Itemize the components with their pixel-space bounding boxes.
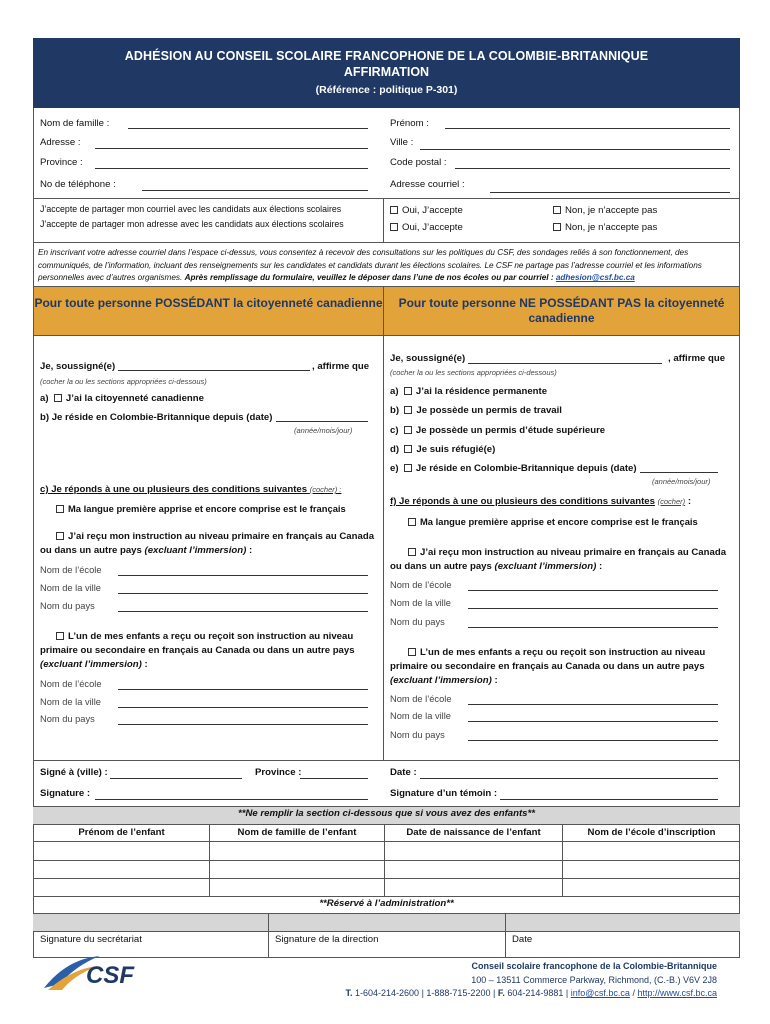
right-condition-primary[interactable]: J’ai reçu mon instruction au niveau primaire en français au Canada ou dans un autre pays (excluant l’immersion) : bbox=[390, 547, 727, 572]
witness-label: Signature d’un témoin : bbox=[390, 788, 498, 799]
divider bbox=[33, 198, 740, 199]
footer-address: 100 – 13511 Commerce Parkway, Richmond, (C.-B.) V6V 2J8 bbox=[471, 975, 717, 985]
condition-exclusion: (excluant l’immersion) bbox=[144, 545, 247, 556]
postal-code-label: Code postal : bbox=[390, 157, 447, 168]
right-child-town-field[interactable] bbox=[468, 721, 718, 722]
right-country-label: Nom du pays bbox=[390, 617, 445, 627]
checkbox[interactable] bbox=[54, 394, 62, 402]
right-residence-date-field[interactable] bbox=[640, 472, 718, 473]
right-option-f bbox=[390, 496, 691, 507]
checkbox[interactable] bbox=[56, 632, 64, 640]
checkbox[interactable] bbox=[390, 206, 398, 214]
checkbox[interactable] bbox=[408, 548, 416, 556]
option-colon: : bbox=[687, 496, 692, 507]
right-school-field[interactable] bbox=[468, 590, 718, 591]
checkbox[interactable] bbox=[56, 532, 64, 540]
right-town-label: Nom de la ville bbox=[390, 598, 451, 608]
signed-at-field[interactable] bbox=[110, 778, 242, 779]
city-field[interactable] bbox=[420, 149, 730, 150]
left-undersigned-field[interactable] bbox=[118, 370, 310, 371]
divider bbox=[33, 806, 740, 807]
phone-label: No de téléphone : bbox=[40, 179, 116, 190]
right-child-town-label: Nom de la ville bbox=[390, 711, 451, 721]
option-hint: (cocher) : bbox=[309, 485, 342, 494]
column-divider bbox=[383, 287, 384, 760]
direction-signature-label: Signature de la direction bbox=[275, 934, 379, 945]
left-town-label: Nom de la ville bbox=[40, 583, 101, 593]
right-undersigned-field[interactable] bbox=[468, 363, 662, 364]
signature-field[interactable] bbox=[95, 799, 368, 800]
consent-email-label: J’accepte de partager mon courriel avec les candidats aux élections scolaires bbox=[40, 204, 342, 214]
column-divider bbox=[268, 913, 269, 958]
csf-logo bbox=[40, 950, 142, 992]
col-child-first-name: Prénom de l’enfant bbox=[78, 827, 165, 838]
signed-at-label: Signé à (ville) : bbox=[40, 767, 108, 778]
divider bbox=[33, 242, 740, 243]
citizen-heading: Pour toute personne POSSÉDANT la citoyenneté canadienne bbox=[34, 287, 383, 335]
sign-date-label: Date : bbox=[390, 767, 417, 778]
consent-address-yes[interactable] bbox=[390, 222, 463, 233]
column-divider bbox=[562, 824, 563, 896]
secretary-signature-label: Signature du secrétariat bbox=[40, 934, 142, 945]
email-label: Adresse courriel : bbox=[390, 179, 465, 190]
right-child-school-label: Nom de l’école bbox=[390, 694, 452, 704]
consent-email-no[interactable] bbox=[553, 205, 657, 216]
left-option-a[interactable] bbox=[40, 393, 204, 404]
footer-fax: 604-214-9881 | bbox=[507, 988, 569, 998]
notice-email-link[interactable]: adhesion@csf.bc.ca bbox=[555, 273, 635, 283]
privacy-notice bbox=[38, 247, 738, 285]
condition-text: L’un de mes enfants a reçu ou reçoit son instruction au niveau primaire ou secondaire en français au Canada ou dans un autre pays bbox=[390, 647, 706, 672]
province-label: Province : bbox=[40, 157, 83, 168]
checkbox[interactable] bbox=[553, 223, 561, 231]
left-country-field[interactable] bbox=[118, 611, 368, 612]
checkbox[interactable] bbox=[404, 426, 412, 434]
sign-province-label: Province : bbox=[255, 767, 302, 778]
postal-code-field[interactable] bbox=[455, 168, 730, 169]
option-letter: c) bbox=[390, 425, 399, 436]
admin-grey-bar bbox=[33, 913, 740, 931]
form-header bbox=[33, 38, 740, 108]
option-text: Je possède un permis d’étude supérieure bbox=[415, 425, 606, 436]
divider bbox=[33, 931, 740, 932]
right-option-d[interactable] bbox=[390, 444, 495, 455]
right-date-hint: (année/mois/jour) bbox=[652, 477, 711, 486]
option-letter: d) bbox=[390, 444, 400, 455]
consent-address-no[interactable] bbox=[553, 222, 657, 233]
checkbox[interactable] bbox=[404, 387, 412, 395]
yes-label: Oui, J’accepte bbox=[402, 205, 463, 216]
divider bbox=[33, 760, 740, 761]
right-undersigned-label: Je, soussigné(e) bbox=[390, 353, 466, 364]
table-row bbox=[33, 878, 740, 879]
left-option-c bbox=[40, 484, 341, 495]
children-note: **Ne remplir la section ci-dessous que si vous avez des enfants** bbox=[238, 808, 535, 819]
right-child-school-field[interactable] bbox=[468, 704, 718, 705]
condition-exclusion: (excluant l’immersion) bbox=[494, 561, 597, 572]
no-label: Non, je n’accepte pas bbox=[565, 222, 658, 233]
column-divider bbox=[505, 913, 506, 958]
left-country-label: Nom du pays bbox=[40, 601, 95, 611]
footer-org-name: Conseil scolaire francophone de la Colombie-Britannique bbox=[471, 961, 717, 971]
phone-field[interactable] bbox=[142, 190, 368, 191]
option-letter: a) bbox=[40, 393, 49, 404]
right-condition-child[interactable]: L’un de mes enfants a reçu ou reçoit son instruction au niveau primaire ou secondaire en français au Canada ou dans un autre pays (excluant l’immersion) : bbox=[390, 647, 706, 686]
province-field[interactable] bbox=[95, 168, 368, 169]
column-divider bbox=[384, 824, 385, 896]
option-text: J’ai la citoyenneté canadienne bbox=[65, 393, 204, 404]
consent-email-yes[interactable] bbox=[390, 205, 463, 216]
condition-text: J’ai reçu mon instruction au niveau primaire en français au Canada ou dans un autre pays bbox=[40, 531, 375, 556]
left-undersigned-label: Je, soussigné(e) bbox=[40, 361, 116, 372]
no-label: Non, je n’accepte pas bbox=[565, 205, 658, 216]
last-name-field[interactable] bbox=[128, 128, 368, 129]
left-child-country-field[interactable] bbox=[118, 724, 368, 725]
checkbox[interactable] bbox=[404, 464, 412, 472]
footer-phones: 1-604-214-2600 | 1-888-715-2200 | bbox=[355, 988, 496, 998]
option-letter: e) bbox=[390, 463, 399, 474]
witness-field[interactable] bbox=[500, 799, 718, 800]
option-text: c) Je réponds à une ou plusieurs des conditions suivantes bbox=[40, 484, 308, 495]
column-divider bbox=[209, 824, 210, 896]
divider bbox=[33, 841, 740, 842]
right-option-a[interactable] bbox=[390, 386, 547, 397]
consent-address-label: J’accepte de partager mon adresse avec les candidats aux élections scolaires bbox=[40, 219, 344, 229]
first-name-label: Prénom : bbox=[390, 118, 429, 129]
admin-title: **Réservé à l’administration** bbox=[319, 898, 454, 909]
address-field[interactable] bbox=[95, 148, 368, 149]
left-child-school-label: Nom de l’école bbox=[40, 679, 102, 689]
left-residence-date-field[interactable] bbox=[276, 421, 368, 422]
right-option-c[interactable] bbox=[390, 425, 605, 436]
city-label: Ville : bbox=[390, 137, 414, 148]
option-text: Je possède un permis de travail bbox=[416, 405, 562, 416]
address-label: Adresse : bbox=[40, 137, 81, 148]
checkbox[interactable] bbox=[404, 406, 412, 414]
option-text: Je réside en Colombie-Britannique depuis (date) bbox=[415, 463, 637, 474]
signature-label: Signature : bbox=[40, 788, 91, 799]
checkbox[interactable] bbox=[390, 223, 398, 231]
col-child-school: Nom de l’école d’inscription bbox=[587, 827, 716, 838]
right-child-country-label: Nom du pays bbox=[390, 730, 445, 740]
checkbox[interactable] bbox=[553, 206, 561, 214]
condition-text: J’ai reçu mon instruction au niveau primaire en français au Canada ou dans un autre pays bbox=[390, 547, 727, 572]
logo-text: CSF bbox=[86, 962, 134, 989]
email-field[interactable] bbox=[490, 192, 730, 193]
condition-text: L’un de mes enfants a reçu ou reçoit son instruction au niveau primaire ou secondaire en français au Canada ou dans un autre pays bbox=[40, 631, 355, 656]
option-text: Je suis réfugié(e) bbox=[416, 444, 496, 455]
option-text: f) Je réponds à une ou plusieurs des conditions suivantes bbox=[390, 496, 655, 507]
sign-date-field[interactable] bbox=[420, 778, 718, 779]
checkbox[interactable] bbox=[404, 445, 412, 453]
left-child-school-field[interactable] bbox=[118, 689, 368, 690]
first-name-field[interactable] bbox=[445, 128, 730, 129]
option-letter: a) bbox=[390, 386, 399, 397]
notice-text: En inscrivant votre adresse courriel dans l’espace ci-dessus, vous consentez à recevoir des consultations sur les politiques du CSF, des sondages reliés à son fonctionnement, des communiqués, de l’information, incluant des renseignements sur les candidates et candidats durant les élections scolaires. Le CSF ne partage pas l’adresse courriel et les informations personnelles avec d’autres organismes. bbox=[38, 248, 702, 283]
option-letter: b) bbox=[390, 405, 400, 416]
right-option-e[interactable] bbox=[390, 463, 637, 474]
form-title: ADHÉSION AU CONSEIL SCOLAIRE FRANCOPHONE DE LA COLOMBIE-BRITANNIQUE bbox=[124, 49, 649, 63]
right-check-hint: (cocher la ou les sections appropriées ci-dessous) bbox=[390, 368, 557, 377]
non-citizen-heading: Pour toute personne NE POSSÉDANT PAS la citoyenneté canadienne bbox=[384, 287, 739, 335]
right-option-b[interactable] bbox=[390, 405, 562, 416]
left-check-hint: (cocher la ou les sections appropriées ci-dessous) bbox=[40, 377, 207, 386]
option-hint: (cocher) bbox=[657, 497, 686, 506]
condition-text: Ma langue première apprise et encore comprise est le français bbox=[420, 516, 698, 527]
sign-province-field[interactable] bbox=[300, 778, 368, 779]
condition-exclusion: (excluant l’immersion) bbox=[40, 659, 142, 670]
left-school-field[interactable] bbox=[118, 575, 368, 576]
checkbox[interactable] bbox=[56, 505, 64, 513]
condition-text: Ma langue première apprise et encore comprise est le français bbox=[68, 503, 346, 514]
col-child-birthdate: Date de naissance de l’enfant bbox=[406, 827, 541, 838]
table-row bbox=[33, 896, 740, 897]
left-option-b: b) Je réside en Colombie-Britannique depuis (date) bbox=[40, 412, 273, 423]
left-child-town-label: Nom de la ville bbox=[40, 697, 101, 707]
left-school-label: Nom de l’école bbox=[40, 565, 102, 575]
col-child-last-name: Nom de famille de l’enfant bbox=[237, 827, 357, 838]
table-row bbox=[33, 860, 740, 861]
divider bbox=[383, 198, 384, 242]
left-condition-child[interactable]: L’un de mes enfants a reçu ou reçoit son instruction au niveau primaire ou secondaire en français au Canada ou dans un autre pays (excluant l’immersion) : bbox=[40, 631, 355, 670]
left-child-country-label: Nom du pays bbox=[40, 714, 95, 724]
footer-separator: / bbox=[632, 988, 635, 998]
left-affirm-label: , affirme que bbox=[312, 361, 370, 372]
condition-exclusion: (excluant l’immersion) bbox=[390, 675, 492, 686]
policy-reference: (Référence : politique P-301) bbox=[315, 84, 458, 96]
notice-instruction: Après remplissage du formulaire, veuillez le déposer dans l’une de nos écoles ou par courriel : bbox=[184, 273, 554, 283]
footer-website-link[interactable]: http://www.csf.bc.ca bbox=[637, 988, 717, 998]
right-condition-language[interactable] bbox=[408, 516, 698, 527]
admin-date-label: Date bbox=[512, 934, 533, 945]
checkbox[interactable] bbox=[408, 648, 416, 656]
right-town-field[interactable] bbox=[468, 608, 718, 609]
checkbox[interactable] bbox=[408, 518, 416, 526]
left-condition-primary[interactable]: J’ai reçu mon instruction au niveau primaire en français au Canada ou dans un autre pays (excluant l’immersion) : bbox=[40, 531, 375, 556]
fax-prefix: F. bbox=[497, 988, 505, 998]
footer-contact bbox=[345, 988, 717, 998]
footer-email-link[interactable]: info@csf.bc.ca bbox=[570, 988, 630, 998]
last-name-label: Nom de famille : bbox=[40, 118, 110, 129]
left-town-field[interactable] bbox=[118, 593, 368, 594]
option-text: J’ai la résidence permanente bbox=[415, 386, 548, 397]
divider bbox=[33, 335, 740, 336]
right-child-country-field[interactable] bbox=[468, 740, 718, 741]
left-condition-language[interactable] bbox=[56, 503, 346, 514]
divider bbox=[33, 913, 740, 914]
left-child-town-field[interactable] bbox=[118, 707, 368, 708]
right-affirm-label: , affirme que bbox=[668, 353, 726, 364]
yes-label: Oui, J’accepte bbox=[402, 222, 463, 233]
right-country-field[interactable] bbox=[468, 627, 718, 628]
phone-prefix: T. bbox=[345, 988, 353, 998]
left-date-hint: (année/mois/jour) bbox=[294, 426, 353, 435]
right-school-label: Nom de l’école bbox=[390, 580, 452, 590]
form-subtitle: AFFIRMATION bbox=[343, 65, 430, 79]
